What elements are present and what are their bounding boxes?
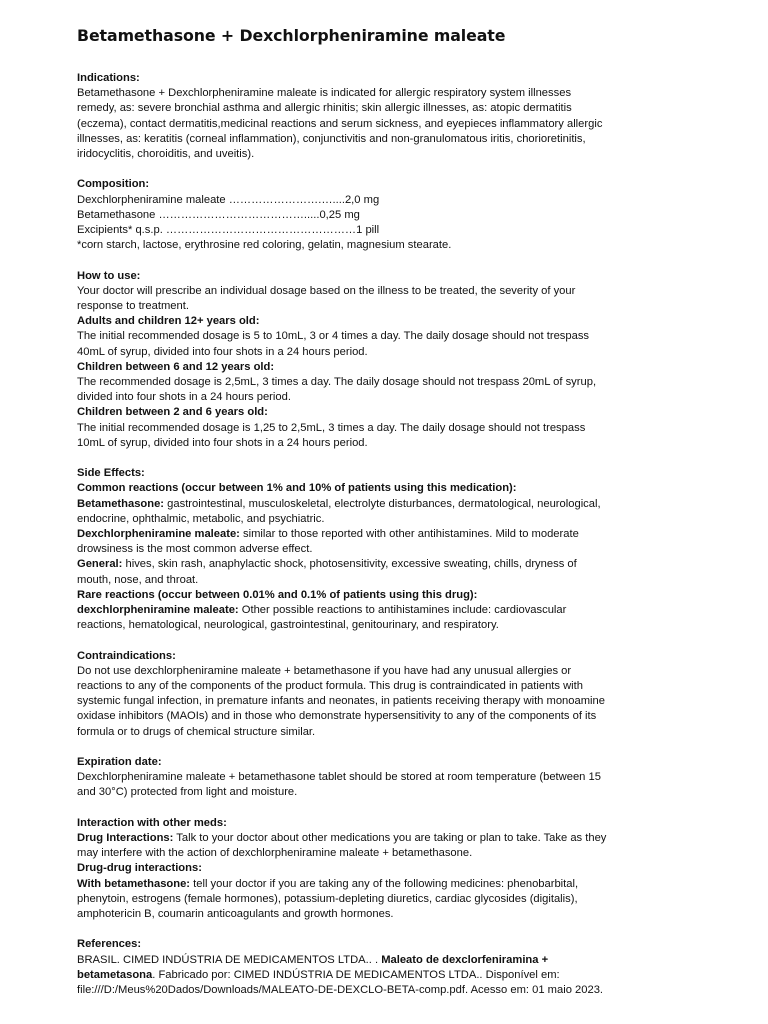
with-betamethasone — [77, 877, 717, 892]
dex-text-cont: drowsiness is the most common adverse effect. — [77, 543, 313, 556]
dosage-subheading: Children between 6 and 12 years old: — [77, 360, 275, 373]
betamethasone-label: Betamethasone: — [77, 497, 165, 510]
interactions-section — [77, 816, 717, 922]
common-reactions-heading: Common reactions (occur between 1% and 10% of patients using this medication): — [77, 482, 517, 495]
contraindications-section — [77, 649, 717, 740]
reference-line — [77, 968, 717, 983]
drug-interactions-text: Talk to your doctor about other medications you are taking or plan to take. Take as they — [173, 832, 607, 845]
with-betamethasone-text: tell your doctor if you are taking any of the following medicines: phenobarbital, — [190, 877, 579, 890]
indications-line: (eczema), contact dermatitis,medicinal reactions and serum sickness, and eyepieces inflammatory allergic — [77, 117, 603, 130]
rare-label: dexchlorpheniramine maleate: — [77, 604, 239, 617]
general-effects — [77, 557, 717, 572]
side-effects-section — [77, 466, 717, 633]
dex-effects — [77, 527, 717, 542]
reference-publisher: . Fabricado por: CIMED INDÚSTRIA DE MEDICAMENTOS LTDA.. Disponível em: — [152, 968, 560, 981]
rare-reactions-heading: Rare reactions (occur between 0.01% and 0.1% of patients using this drug): — [77, 588, 478, 601]
drug-interactions — [77, 831, 717, 846]
expiration-heading: Expiration date: — [77, 756, 162, 769]
contraindications-line: reactions to any of the components of the product formula. This drug is contraindicated in patients with — [77, 680, 583, 693]
rare-text-cont: reactions, hematological, neurological, gastrointestinal, genitourinary, and respiratory. — [77, 619, 499, 632]
with-betamethasone-label: With betamethasone: — [77, 877, 191, 890]
document-title: Betamethasone + Dexchlorpheniramine maleate — [77, 26, 506, 45]
dex-label: Dexchlorpheniramine maleate: — [77, 528, 240, 541]
composition-line: *corn starch, lactose, erythrosine red coloring, gelatin, magnesium stearate. — [77, 239, 452, 252]
side-effects-heading: Side Effects: — [77, 467, 145, 480]
betamethasone-text-cont: endocrine, ophthalmic, metabolic, and psychiatric. — [77, 512, 325, 525]
reference-url: file:///D:/Meus%20Dados/Downloads/MALEATO-DE-DEXCLO-BETA-comp.pdf. Acesso em: 01 maio 2023. — [77, 984, 604, 997]
reference-author: BRASIL. CIMED INDÚSTRIA DE MEDICAMENTOS LTDA.. . — [77, 953, 382, 966]
dex-text: similar to those reported with other antihistamines. Mild to moderate — [239, 528, 579, 541]
rare-text: Other possible reactions to antihistamines include: cardiovascular — [238, 604, 567, 617]
general-text: hives, skin rash, anaphylactic shock, photosensitivity, excessive sweating, chills, dryness of — [122, 558, 577, 571]
how-to-use-intro-line: Your doctor will prescribe an individual dosage based on the illness to be treated, the severity of your — [77, 284, 576, 297]
dosage-line: 40mL of syrup, divided into four shots in a 24 hours period. — [77, 345, 368, 358]
contraindications-heading: Contraindications: — [77, 649, 176, 662]
contraindications-line: systemic fungal infection, in premature infants and neonates, in patients receiving therapy with monoamine — [77, 695, 605, 708]
composition-line: Dexchlorpheniramine maleate …………………….…....2,0 mg — [77, 193, 380, 206]
indications-line: remedy, as: severe bronchial asthma and allergic rhinitis; skin allergic illnesses, as: atopic dermatitis — [77, 102, 572, 115]
composition-section — [77, 177, 717, 253]
indications-line: Betamethasone + Dexchlorpheniramine maleate is indicated for allergic respiratory system illnesses — [77, 87, 572, 100]
expiration-line: Dexchlorpheniramine maleate + betamethasone tablet should be stored at room temperature (between 15 — [77, 771, 601, 784]
dosage-line: 10mL of syrup, divided into four shots in a 24 hours period. — [77, 436, 368, 449]
dosage-subheading: Children between 2 and 6 years old: — [77, 406, 268, 419]
indications-line: illnesses, as: keratitis (corneal inflammation), conjunctivitis and non-granulomatous iritis, chorioretinitis, — [77, 132, 586, 145]
expiration-section — [77, 755, 717, 801]
drug-interactions-text-cont: may interfere with the action of dexchlorpheniramine maleate + betamethasone. — [77, 847, 473, 860]
how-to-use-intro-line: response to treatment. — [77, 300, 189, 313]
composition-line: Excipients* q.s.p. ……………………………………………1 pill — [77, 224, 380, 237]
contraindications-line: oxidase inhibitors (MAOIs) and in those who demonstrate hypersensitivity to any of the components of its — [77, 710, 597, 723]
composition-heading: Composition: — [77, 178, 150, 191]
with-betamethasone-text-cont: amphotericin B, coumarin anticoagulants and growth hormones. — [77, 908, 394, 921]
composition-line: Betamethasone ………………………………….....0,25 mg — [77, 208, 360, 221]
document-page — [77, 26, 717, 998]
general-label: General: — [77, 558, 123, 571]
dosage-line: The recommended dosage is 2,5mL, 3 times a day. The daily dosage should not trespass 20mL of syrup, — [77, 376, 597, 389]
how-to-use-heading: How to use: — [77, 269, 141, 282]
dosage-subheading: Adults and children 12+ years old: — [77, 315, 260, 328]
drug-interactions-label: Drug Interactions: — [77, 832, 174, 845]
betamethasone-text: gastrointestinal, musculoskeletal, electrolyte disturbances, dermatological, neurological, — [164, 497, 601, 510]
dosage-line: The initial recommended dosage is 1,25 to 2,5mL, 3 times a day. The daily dosage should not trespass — [77, 421, 586, 434]
reference-title-cont: betametasona — [77, 968, 153, 981]
indications-line: iridocyclitis, choroiditis, and uveitis). — [77, 148, 255, 161]
betamethasone-effects — [77, 497, 717, 512]
rare-effects — [77, 603, 717, 618]
references-heading: References: — [77, 938, 142, 951]
dosage-line: divided into four shots in a 24 hours period. — [77, 391, 291, 404]
with-betamethasone-text-cont: phenytoin, estrogens (female hormones), potassium-depleting diuretics, cardiac glycosides (digitalis), — [77, 892, 578, 905]
drug-drug-heading: Drug-drug interactions: — [77, 862, 202, 875]
general-text-cont: mouth, nose, and throat. — [77, 573, 199, 586]
reference-title: Maleato de dexclorfeniramina + — [381, 953, 549, 966]
how-to-use-section — [77, 269, 717, 451]
indications-section — [77, 71, 717, 162]
dosage-line: The initial recommended dosage is 5 to 10mL, 3 or 4 times a day. The daily dosage should not trespass — [77, 330, 590, 343]
indications-heading: Indications: — [77, 72, 140, 84]
contraindications-line: Do not use dexchlorpheniramine maleate + betamethasone if you have had any unusual allergies or — [77, 664, 572, 677]
references-section — [77, 937, 717, 998]
expiration-line: and 30°C) protected from light and moisture. — [77, 786, 298, 799]
reference-line — [77, 953, 717, 968]
interactions-heading: Interaction with other meds: — [77, 816, 227, 829]
contraindications-line: formula or to drugs of chemical structure similar. — [77, 725, 316, 738]
